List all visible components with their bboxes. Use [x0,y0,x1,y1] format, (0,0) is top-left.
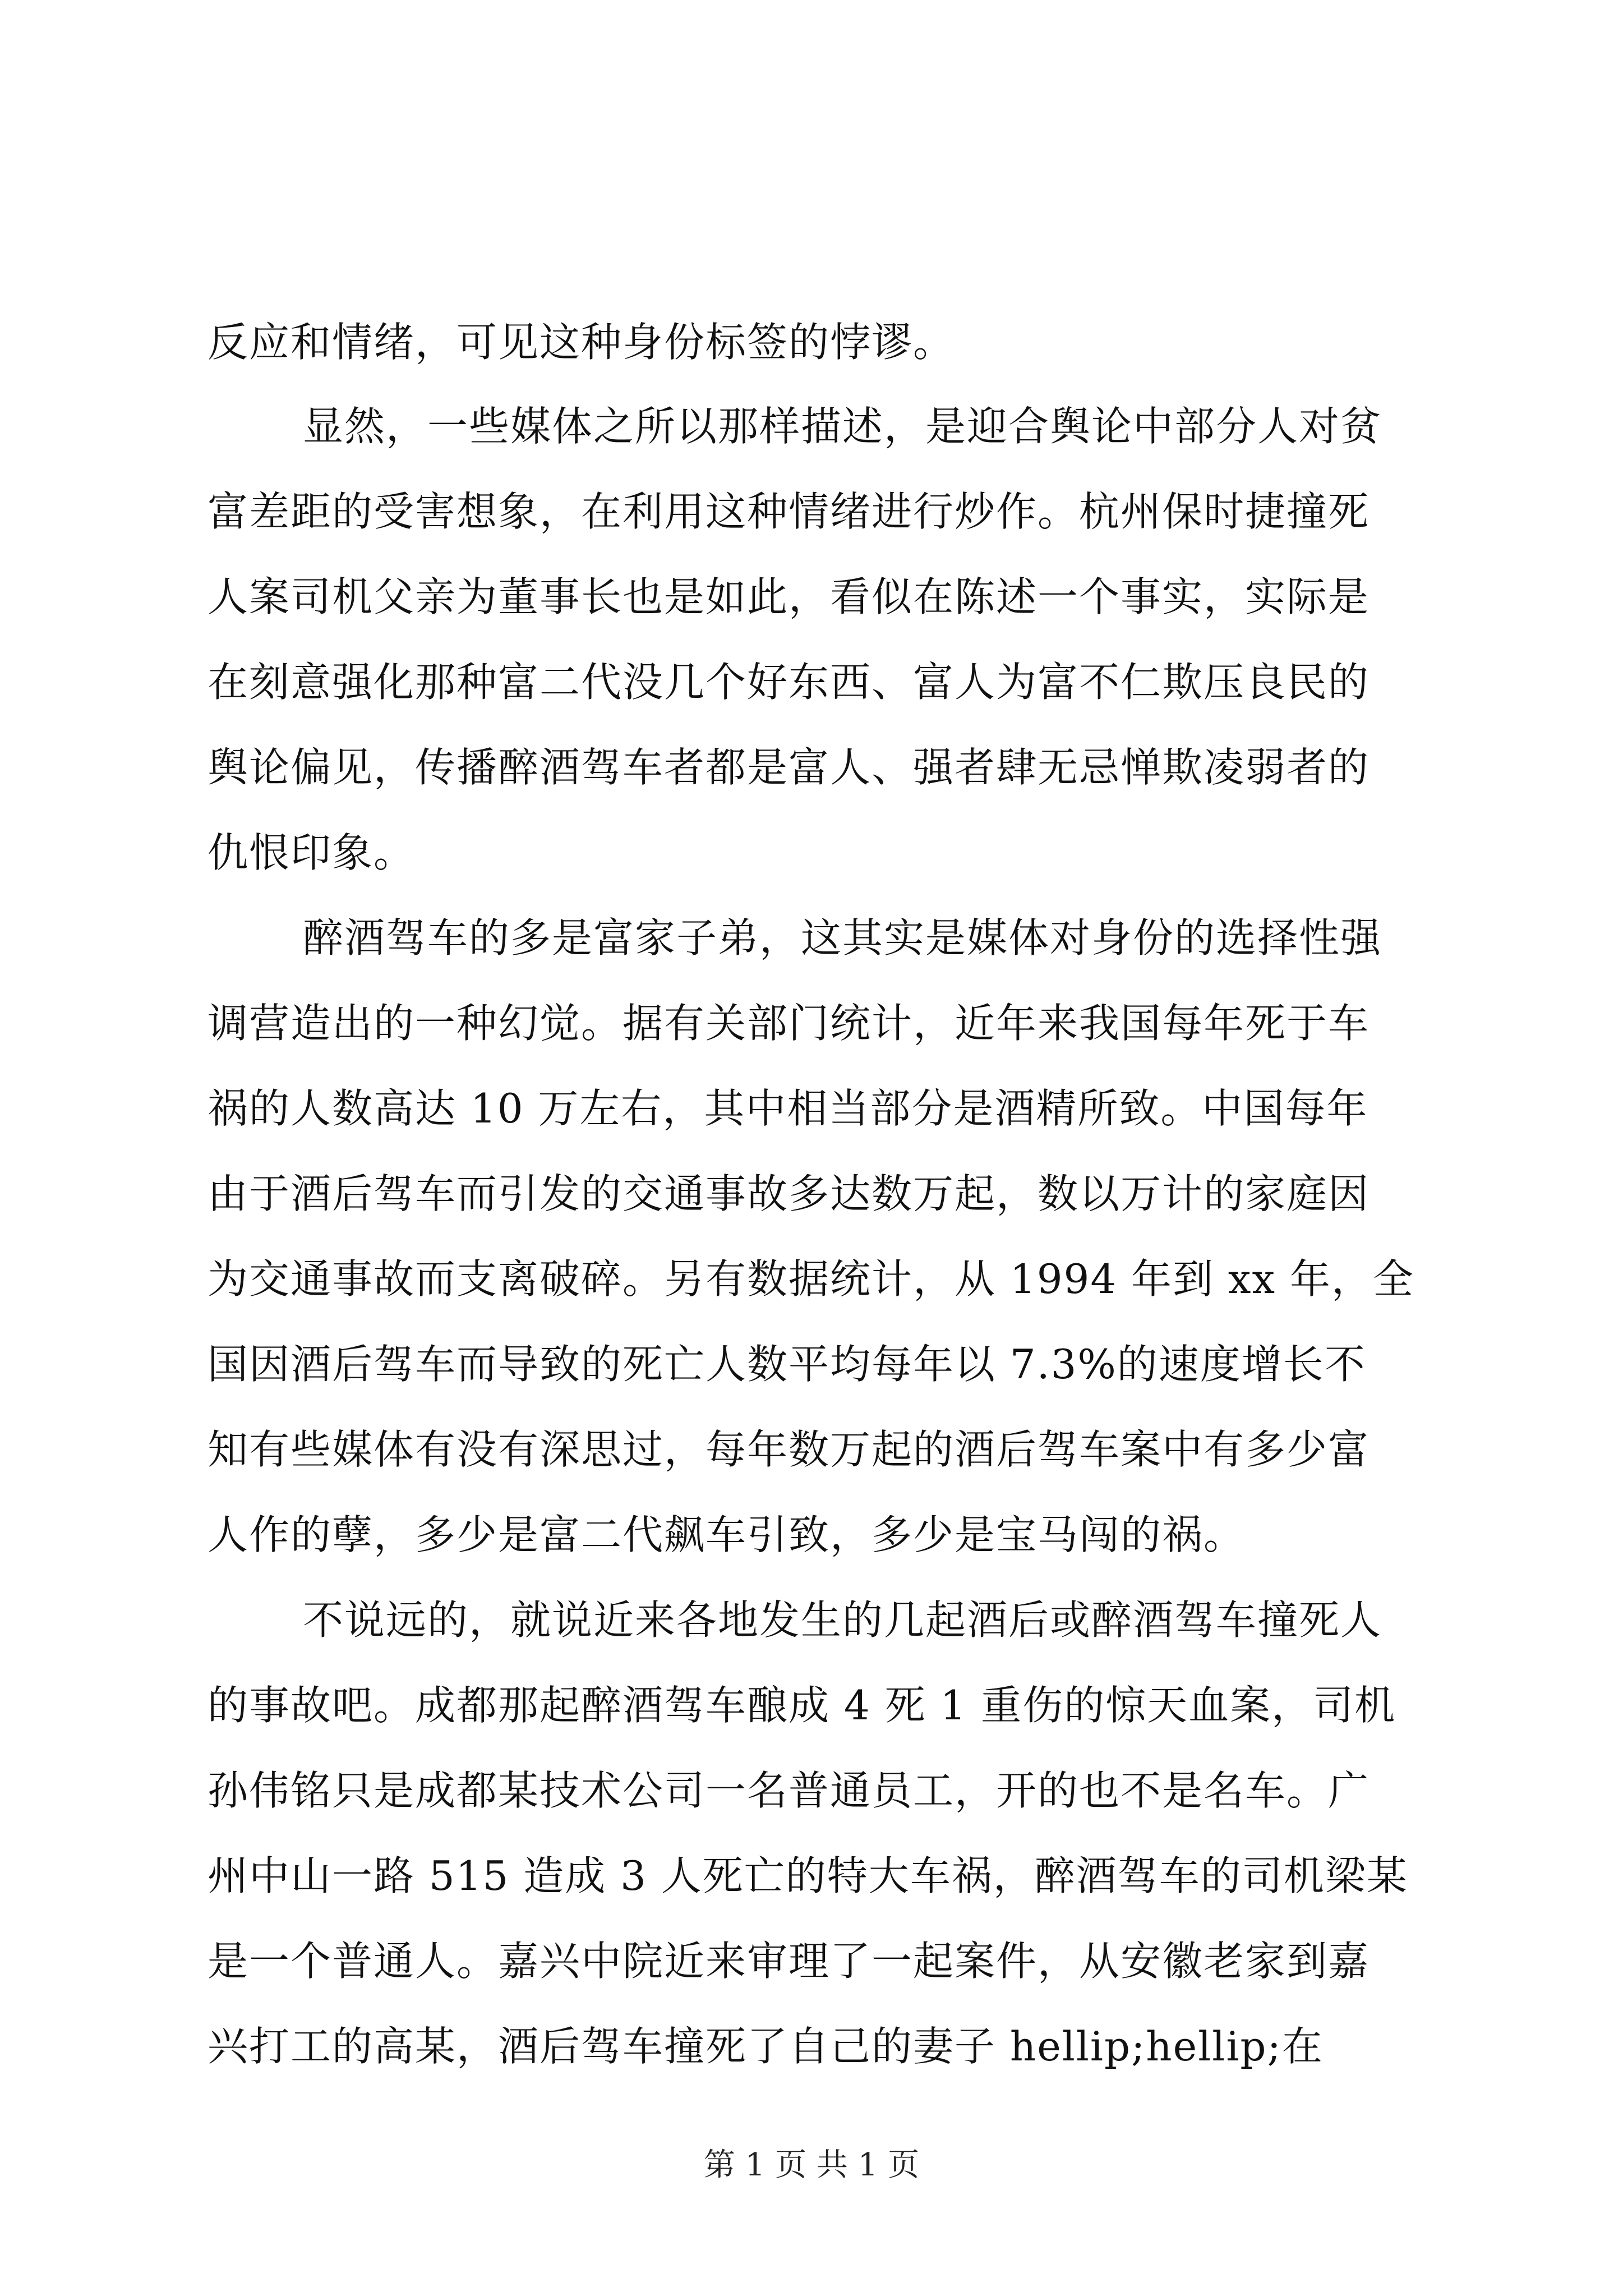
text-line: 孙伟铭只是成都某技术公司一名普通员工，开的也不是名车。广 [208,1767,1370,1814]
text-line: 富差距的受害想象，在利用这种情绪进行炒作。杭州保时捷撞死 [208,488,1370,535]
text-line: 人案司机父亲为董事长也是如此，看似在陈述一个事实，实际是 [208,573,1370,620]
paragraph-first-line: 不说远的，就说近来各地发生的几起酒后或醉酒驾车撞死人 [303,1596,1382,1644]
text-line: 知有些媒体有没有深思过，每年数万起的酒后驾车案中有多少富 [208,1426,1370,1473]
text-line: 人作的孽，多少是富二代飙车引致，多少是宝马闯的祸。 [208,1511,1246,1558]
text-line: 舆论偏见，传播醉酒驾车者都是富人、强者肆无忌惮欺凌弱者的 [208,744,1370,791]
text-line: 为交通事故而支离破碎。另有数据统计，从 1994 年到 xx 年，全 [208,1255,1414,1303]
text-line: 由于酒后驾车而引发的交通事故多达数万起，数以万计的家庭因 [208,1170,1370,1217]
text-line: 兴打工的高某，酒后驾车撞死了自己的妻子 hellip;hellip;在 [208,2023,1324,2070]
text-line: 国因酒后驾车而导致的死亡人数平均每年以 7.3%的速度增长不 [208,1341,1366,1388]
text-line: 仇恨印象。 [208,829,416,876]
text-line: 祸的人数高达 10 万左右，其中相当部分是酒精所致。中国每年 [208,1085,1368,1132]
text-line: 是一个普通人。嘉兴中院近来审理了一起案件，从安徽老家到嘉 [208,1938,1370,1985]
text-line: 调营造出的一种幻觉。据有关部门统计，近年来我国每年死于车 [208,1000,1370,1047]
paragraph-first-line: 显然，一些媒体之所以那样描述，是迎合舆论中部分人对贫 [303,403,1382,450]
page-number-footer: 第 1 页 共 1 页 [703,2147,920,2183]
text-line: 反应和情绪，可见这种身份标签的悖谬。 [208,319,955,366]
text-line: 州中山一路 515 造成 3 人死亡的特大车祸，醉酒驾车的司机梁某 [208,1852,1408,1899]
paragraph-first-line: 醉酒驾车的多是富家子弟，这其实是媒体对身份的选择性强 [303,914,1382,961]
text-line: 在刻意强化那种富二代没几个好东西、富人为富不仁欺压良民的 [208,659,1370,706]
text-line: 的事故吧。成都那起醉酒驾车酿成 4 死 1 重伤的惊天血案，司机 [208,1682,1396,1729]
